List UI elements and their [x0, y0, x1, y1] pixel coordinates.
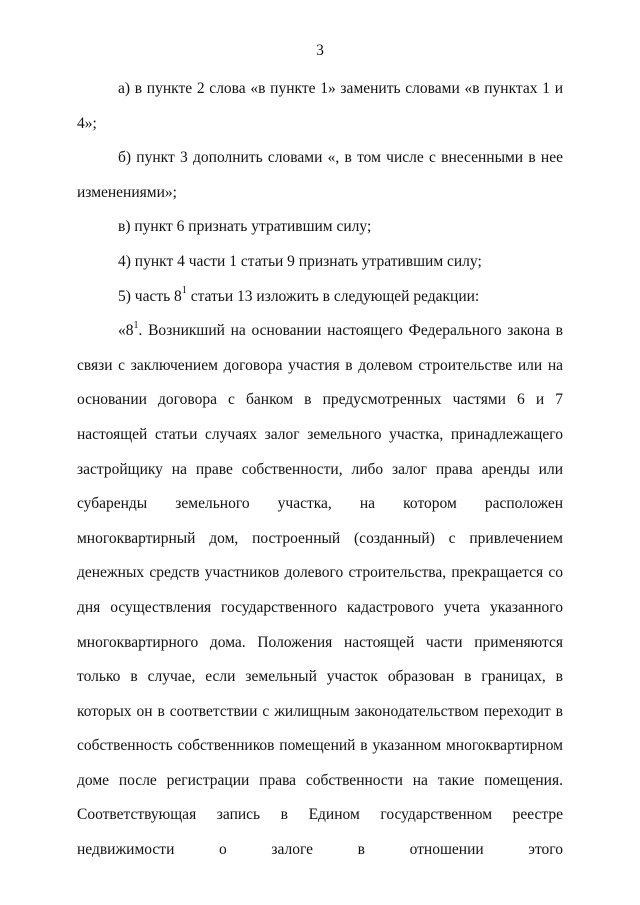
- paragraph-a: а) в пункте 2 слова «в пункте 1» заменить словами «в пунктах 1 и 4»;: [77, 80, 563, 132]
- item-5-superscript: 1: [181, 285, 187, 297]
- paragraph-item-4: 4) пункт 4 части 1 статьи 9 признать утратившим силу;: [118, 252, 482, 270]
- part-8-1-superscript: 1: [133, 320, 139, 331]
- part-8-1-text-start: «8: [118, 322, 134, 340]
- paragraph-b: б) пункт 3 дополнить словами «, в том числе с внесенными в нее изменениями»;: [77, 149, 563, 201]
- item-5-text-end: статьи 13 изложить в следующей редакции:: [186, 287, 480, 305]
- part-8-1-text-body: . Возникший на основании настоящего Федерального закона в связи с заключением договора участия в долевом строительстве или на основании договора с банком в предусмотренных частями 6 и 7 настоящей статьи случаях залог земельного участка, принадлежащего застройщику на праве собственности, либо залог права аренды или субаренды земельного участка, на котором расположен многоквартирный дом, построенный (созданный) с привлечением денежных средств участников долевого строительства, прекращается со дня осуществления государственного кадастрового учета указанного многоквартирного дома. Положения настоящей части применяются только в случае, если земельный участок образован в границах, в которых он в соответствии с жилищным законодательством переходит в собственность собственников помещений в указанном многоквартирном доме после регистрации права собственности на такие помещения. Соответствующая запись в Едином государственном реестре недвижимости о залоге в отношении этого: [77, 322, 563, 859]
- paragraph-item-5: [77, 280, 563, 315]
- page-number: 3: [316, 42, 324, 59]
- paragraph-new-part-8-1: [77, 314, 563, 868]
- paragraph-c: в) пункт 6 признать утратившим силу;: [118, 218, 372, 236]
- item-5-text-start: 5) часть 8: [118, 287, 182, 305]
- document-body: [77, 72, 563, 868]
